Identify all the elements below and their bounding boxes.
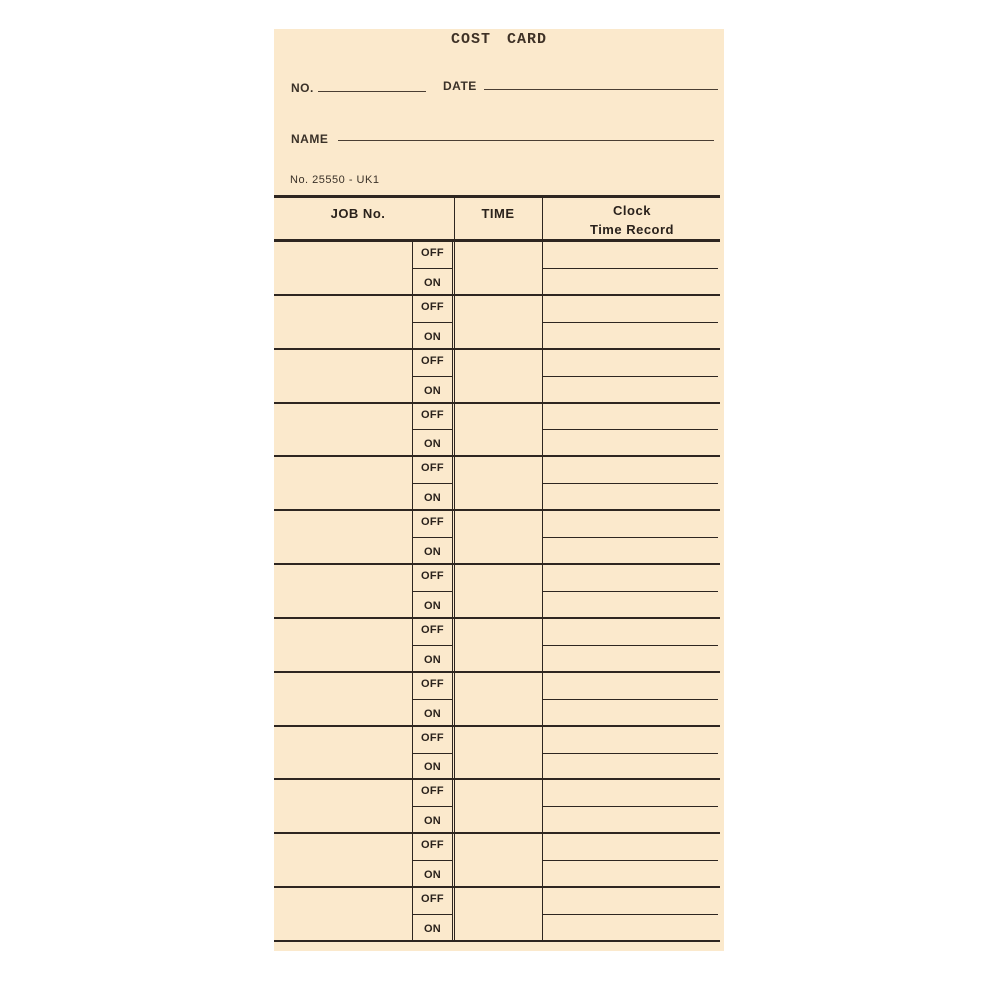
date-field[interactable] [484,89,718,90]
on-off-divider [413,699,452,700]
on-off-cell [412,887,453,941]
job-row [274,672,720,726]
off-label: OFF [421,300,444,313]
job-row [274,295,720,349]
clock-record-divider [542,322,718,323]
clock-record-divider [542,268,718,269]
on-off-cell [412,726,453,780]
time-cell[interactable] [455,295,541,349]
job-row [274,564,720,618]
job-row [274,833,720,887]
on-label: ON [423,546,442,559]
job-no-cell[interactable] [274,564,412,618]
on-off-divider [413,322,452,323]
off-label: OFF [421,731,444,744]
job-row [274,779,720,833]
on-label: ON [423,815,442,828]
on-label: ON [423,276,442,289]
card-title: COST CARD [450,31,547,48]
job-no-cell[interactable] [274,779,412,833]
on-off-divider [413,806,452,807]
on-off-divider [413,268,452,269]
clock-record-divider [542,429,718,430]
clock-record-divider [542,806,718,807]
job-row [274,403,720,457]
no-field[interactable] [318,91,426,92]
on-label: ON [423,653,442,666]
on-off-divider [413,860,452,861]
on-label: ON [423,761,442,774]
on-off-cell [412,241,453,295]
clock-record-divider [542,483,718,484]
on-off-divider [413,537,452,538]
job-no-cell[interactable] [274,403,412,457]
on-off-cell [412,618,453,672]
off-label: OFF [421,408,444,421]
job-row [274,887,720,941]
off-label: OFF [421,839,444,852]
on-off-cell [412,672,453,726]
header-time-record: Time Record [589,222,674,237]
name-field[interactable] [338,140,714,141]
header-clock: Clock [613,203,651,218]
table-top-border [274,195,720,198]
job-no-cell[interactable] [274,726,412,780]
job-row [274,456,720,510]
name-label: NAME [291,132,329,146]
time-cell[interactable] [455,726,541,780]
on-off-cell [412,403,453,457]
job-row [274,510,720,564]
on-off-cell [412,779,453,833]
off-label: OFF [421,247,444,259]
on-label: ON [423,707,442,720]
off-label: OFF [421,785,444,798]
off-label: OFF [421,893,444,906]
on-off-cell [412,510,453,564]
clock-record-divider [542,914,718,915]
date-label: DATE [443,79,477,93]
cost-card [274,29,724,951]
header-job-no: JOB No. [330,206,386,221]
on-off-cell [412,564,453,618]
job-no-cell[interactable] [274,887,412,941]
off-label: OFF [421,462,444,475]
on-label: ON [423,330,442,343]
clock-record-divider [542,860,718,861]
time-cell[interactable] [455,779,541,833]
time-cell[interactable] [455,456,541,510]
job-row [274,618,720,672]
time-cell[interactable] [455,564,541,618]
job-no-cell[interactable] [274,241,412,295]
on-label: ON [423,438,442,451]
job-no-cell[interactable] [274,510,412,564]
on-label: ON [423,492,442,505]
on-off-cell [412,349,453,403]
off-label: OFF [421,354,444,367]
no-label: NO. [291,81,314,95]
off-label: OFF [421,677,444,690]
time-cell[interactable] [455,403,541,457]
time-cell[interactable] [455,241,541,295]
clock-record-divider [542,699,718,700]
on-off-cell [412,295,453,349]
off-label: OFF [421,570,444,583]
on-label: ON [423,384,442,397]
job-row [274,726,720,780]
clock-record-divider [542,591,718,592]
clock-record-divider [542,537,718,538]
time-cell[interactable] [455,510,541,564]
on-off-divider [413,376,452,377]
job-row [274,349,720,403]
on-off-divider [413,429,452,430]
header-time: TIME [481,206,515,221]
job-row [274,241,720,295]
on-off-divider [413,483,452,484]
time-cell[interactable] [455,349,541,403]
on-off-cell [412,456,453,510]
job-no-cell[interactable] [274,833,412,887]
time-cell[interactable] [455,887,541,941]
clock-record-divider [542,645,718,646]
on-off-divider [413,753,452,754]
job-no-cell[interactable] [274,618,412,672]
off-label: OFF [421,623,444,636]
on-off-divider [413,645,452,646]
job-no-cell[interactable] [274,672,412,726]
form-number: No. 25550 - UK1 [290,174,380,186]
time-cell[interactable] [455,833,541,887]
job-no-cell[interactable] [274,456,412,510]
time-cell[interactable] [455,672,541,726]
job-no-cell[interactable] [274,295,412,349]
row-divider [274,940,720,942]
time-cell[interactable] [455,618,541,672]
on-label: ON [423,599,442,612]
clock-record-divider [542,753,718,754]
off-label: OFF [421,516,444,529]
on-label: ON [423,869,442,882]
on-label: ON [423,922,442,935]
clock-record-divider [542,376,718,377]
on-off-cell [412,833,453,887]
on-off-divider [413,591,452,592]
on-off-divider [413,914,452,915]
job-no-cell[interactable] [274,349,412,403]
